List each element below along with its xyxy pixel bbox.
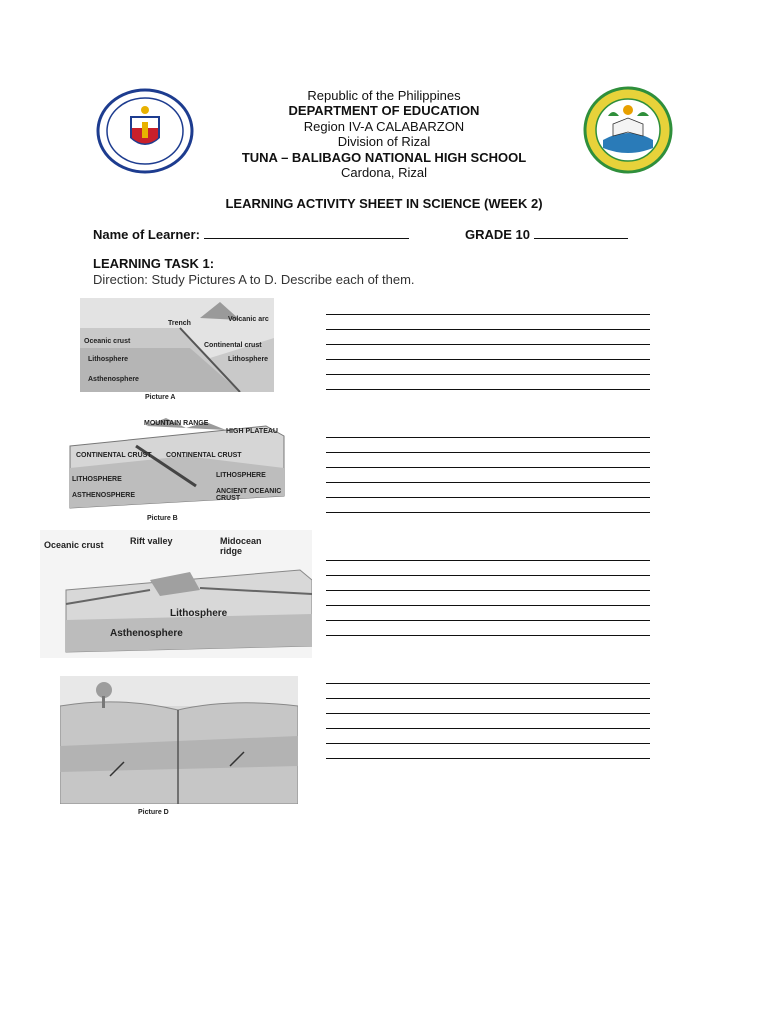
picture-b-label: MOUNTAIN RANGE [144, 420, 209, 427]
answer-line-d4[interactable] [326, 728, 650, 729]
answer-line-a5[interactable] [326, 374, 650, 375]
answer-line-d3[interactable] [326, 713, 650, 714]
picture-a-label: Lithosphere [228, 356, 269, 363]
header-department: DEPARTMENT OF EDUCATION [288, 103, 480, 118]
picture-a-label: Lithosphere [88, 356, 129, 363]
picture-c-label: Asthenosphere [110, 628, 183, 639]
answer-line-a6[interactable] [326, 389, 650, 390]
picture-c-label: Lithosphere [170, 608, 228, 619]
name-blank[interactable] [204, 226, 409, 239]
grade-label: GRADE 10 [465, 227, 531, 242]
answer-line-c1[interactable] [326, 560, 650, 561]
answer-line-b4[interactable] [326, 482, 650, 483]
picture-c-label: Midocean ridge [220, 536, 262, 556]
answer-line-d1[interactable] [326, 683, 650, 684]
answer-line-a2[interactable] [326, 329, 650, 330]
picture-a [80, 298, 274, 392]
answer-line-b5[interactable] [326, 497, 650, 498]
picture-b-label: ANCIENT OCEANIC CRUST [216, 488, 282, 502]
header-location: Cardona, Rizal [341, 165, 427, 180]
picture-c-label: Rift valley [130, 536, 173, 546]
header-division: Division of Rizal [337, 134, 431, 149]
picture-c-label: Oceanic crust [44, 540, 104, 550]
answer-line-c4[interactable] [326, 605, 650, 606]
picture-c [40, 530, 312, 658]
sheet-title: LEARNING ACTIVITY SHEET IN SCIENCE (WEEK 2) [225, 196, 543, 211]
answer-line-c3[interactable] [326, 590, 650, 591]
answer-line-a3[interactable] [326, 344, 650, 345]
name-row [93, 226, 409, 242]
picture-a-label: Asthenosphere [88, 376, 139, 383]
answer-line-c6[interactable] [326, 635, 650, 636]
answer-line-d6[interactable] [326, 758, 650, 759]
name-label: Name of Learner: [93, 227, 200, 242]
header-republic: Republic of the Philippines [307, 88, 461, 103]
task-heading: LEARNING TASK 1: [93, 256, 215, 271]
picture-a-label: Trench [168, 320, 191, 327]
picture-b-label: CONTINENTAL CRUST [166, 452, 242, 459]
answer-line-a4[interactable] [326, 359, 650, 360]
answer-line-b2[interactable] [326, 452, 650, 453]
picture-b-label: LITHOSPHERE [72, 476, 122, 483]
picture-a-label: Oceanic crust [84, 338, 131, 345]
picture-b-label: LITHOSPHERE [216, 472, 266, 479]
answer-line-b3[interactable] [326, 467, 650, 468]
answer-line-d5[interactable] [326, 743, 650, 744]
answer-line-b6[interactable] [326, 512, 650, 513]
picture-d [60, 676, 298, 804]
picture-a-label: Continental crust [204, 342, 262, 349]
answer-line-c5[interactable] [326, 620, 650, 621]
picture-a-label: Volcanic arc [228, 316, 269, 323]
grade-row [465, 226, 628, 242]
header-region: Region IV-A CALABARZON [303, 119, 465, 134]
answer-line-d2[interactable] [326, 698, 650, 699]
answer-line-b1[interactable] [326, 437, 650, 438]
answer-line-a1[interactable] [326, 314, 650, 315]
picture-b-label: HIGH PLATEAU [226, 428, 278, 435]
picture-a-caption: Picture A [145, 394, 176, 401]
grade-blank[interactable] [534, 226, 628, 239]
picture-d-caption: Picture D [138, 809, 169, 816]
picture-b-label: CONTINENTAL CRUST [76, 452, 152, 459]
header-school: TUNA – BALIBAGO NATIONAL HIGH SCHOOL [241, 150, 527, 165]
picture-b-label: ASTHENOSPHERE [72, 492, 136, 499]
task-direction: Direction: Study Pictures A to D. Describe each of them. [93, 272, 415, 287]
answer-line-c2[interactable] [326, 575, 650, 576]
picture-b-caption: Picture B [147, 515, 178, 522]
picture-b [66, 416, 288, 512]
